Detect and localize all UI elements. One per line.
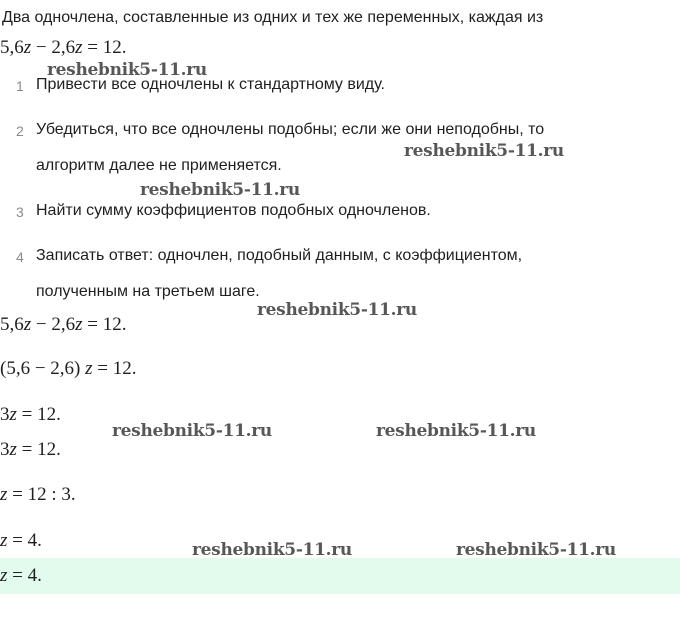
solution-line-1: 5,6z − 2,6z = 12.: [0, 314, 127, 335]
watermark: reshebnik5-11.ru: [47, 60, 207, 80]
solution-line-4: 3z = 12.: [0, 439, 61, 460]
step-text: Привести все одночлены к стандартному виду.: [36, 76, 385, 93]
watermark: reshebnik5-11.ru: [404, 141, 564, 161]
step-text: алгоритм далее не применяется.: [36, 157, 282, 174]
solution-line-6: z = 4.: [0, 530, 42, 551]
step-text: Записать ответ: одночлен, подобный данным, с коэффициентом,: [36, 247, 523, 264]
step-number: 4: [16, 249, 24, 265]
watermark: reshebnik5-11.ru: [456, 540, 616, 560]
intro-equation: 5,6z − 2,6z = 12.: [0, 37, 127, 58]
watermark: reshebnik5-11.ru: [192, 540, 352, 560]
watermark: reshebnik5-11.ru: [376, 421, 536, 441]
step-number: 3: [16, 204, 24, 220]
step-text: полученным на третьем шаге.: [36, 283, 260, 300]
watermark: reshebnik5-11.ru: [257, 300, 417, 320]
watermark: reshebnik5-11.ru: [140, 180, 300, 200]
answer-highlight: [0, 558, 680, 594]
step-text: Убедиться, что все одночлены подобны; если же они неподобны, то: [36, 121, 545, 138]
answer-line: z = 4.: [0, 565, 42, 586]
step-number: 1: [16, 78, 24, 94]
solution-line-3: 3z = 12.: [0, 404, 61, 425]
step-text: Найти сумму коэффициентов подобных одночленов.: [36, 202, 431, 219]
solution-line-5: z = 12 : 3.: [0, 484, 76, 505]
step-number: 2: [16, 123, 24, 139]
solution-line-2: (5,6 − 2,6) z = 12.: [0, 358, 137, 379]
intro-text: Два одночлена, составленные из одних и тех же переменных, каждая из: [2, 9, 544, 26]
watermark: reshebnik5-11.ru: [112, 421, 272, 441]
